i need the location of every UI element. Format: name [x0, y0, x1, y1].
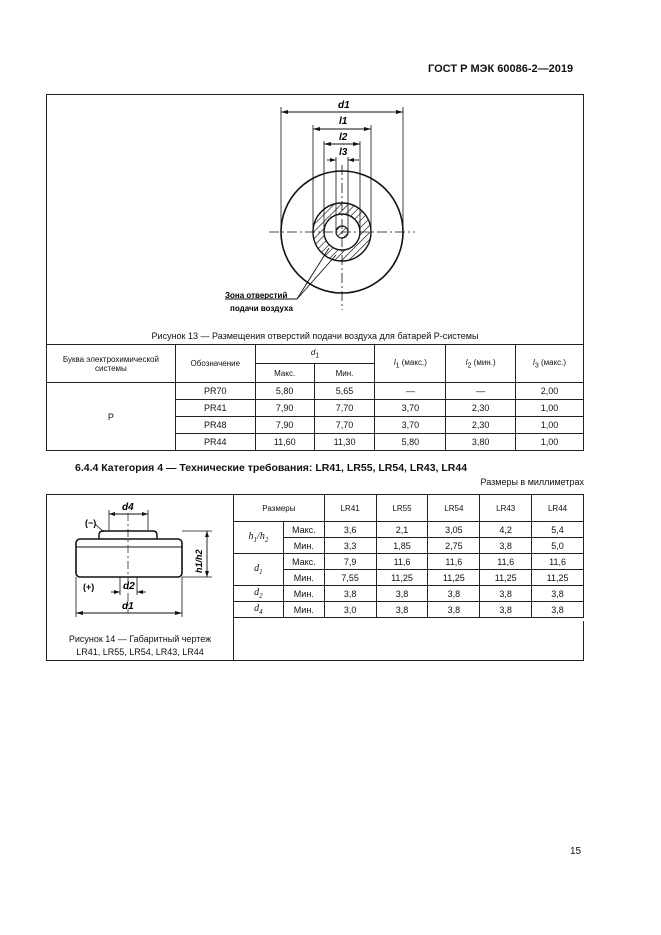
figure-14-drawing — [47, 495, 235, 630]
row-kind: Макс. — [283, 522, 324, 538]
table-cell: 11,25 — [480, 570, 532, 586]
dim-label-d1: d1 — [338, 100, 350, 111]
table-figure-13 — [46, 344, 584, 451]
col-header-min: Мин. — [314, 364, 375, 383]
table-cell: 3,8 — [532, 586, 584, 602]
table-cell: 2,30 — [446, 400, 516, 417]
fig14-label-h: h1/h2 — [194, 549, 204, 573]
callout-line-2: подачи воздуха — [230, 304, 293, 313]
table-cell: 3,80 — [446, 434, 516, 451]
figure-13-drawing — [47, 95, 585, 346]
table-cell: 3,8 — [532, 602, 584, 618]
table-cell: — — [446, 383, 516, 400]
table-cell: 5,65 — [314, 383, 375, 400]
table-cell: 3,70 — [375, 417, 446, 434]
row-kind: Мин. — [283, 538, 324, 554]
table-cell: 3,05 — [428, 522, 480, 538]
table-cell: 5,80 — [375, 434, 446, 451]
col-header-max: Макс. — [255, 364, 314, 383]
table-cell: 11,60 — [255, 434, 314, 451]
table-cell: 3,8 — [428, 586, 480, 602]
table-cell: 3,6 — [324, 522, 376, 538]
col-header-l3: $l_3$ (макс.) — [516, 345, 584, 383]
table-cell: 5,0 — [532, 538, 584, 554]
figure-14 — [46, 494, 234, 661]
table-cell: 11,6 — [480, 554, 532, 570]
table-cell: 5,4 — [532, 522, 584, 538]
col-header-model: LR41 — [324, 495, 376, 522]
table-cell: 7,55 — [324, 570, 376, 586]
table-cell: PR41 — [175, 400, 255, 417]
system-letter: P — [47, 383, 176, 451]
row-kind: Макс. — [283, 554, 324, 570]
table-cell: 2,75 — [428, 538, 480, 554]
table-cell: 3,8 — [428, 602, 480, 618]
dim-label-l3: l3 — [339, 147, 348, 158]
table-cell: 3,0 — [324, 602, 376, 618]
row-symbol-d4: $d_4$ — [234, 602, 284, 618]
figure-13-caption: Рисунок 13 — Размещения отверстий подачи воздуха для батарей Р-системы — [151, 331, 479, 341]
table-cell: 7,9 — [324, 554, 376, 570]
table-cell: 3,70 — [375, 400, 446, 417]
table-cell: 2,30 — [446, 417, 516, 434]
figure-14-caption-line1: Рисунок 14 — Габаритный чертеж — [68, 634, 212, 644]
table-cell: PR44 — [175, 434, 255, 451]
table-cell: 11,25 — [532, 570, 584, 586]
fig14-label-d1: d1 — [122, 601, 134, 612]
row-kind: Мин. — [283, 570, 324, 586]
table-cell: 11,30 — [314, 434, 375, 451]
table-cell: 2,00 — [516, 383, 584, 400]
figure-14-caption-line2: LR41, LR55, LR54, LR43, LR44 — [76, 647, 204, 657]
row-symbol-h: $h_1/h_2$ — [234, 522, 284, 554]
table-cell: 7,90 — [255, 417, 314, 434]
table-cell: 3,8 — [376, 586, 428, 602]
table-cell: 11,25 — [428, 570, 480, 586]
table-cell: — — [375, 383, 446, 400]
table-cell: 4,2 — [480, 522, 532, 538]
callout-line-1: Зона отверстий — [225, 291, 288, 300]
col-header-d1: $d_1$ — [255, 345, 375, 364]
table-cell: 7,90 — [255, 400, 314, 417]
table-cell: 11,6 — [532, 554, 584, 570]
col-header-designation: Обозначение — [175, 345, 255, 383]
figure-13 — [46, 94, 584, 345]
table-figure-14 — [233, 494, 584, 618]
table-cell: 5,80 — [255, 383, 314, 400]
col-header-model: LR44 — [532, 495, 584, 522]
col-header-model: LR43 — [480, 495, 532, 522]
table-cell: 3,8 — [324, 586, 376, 602]
table-cell: PR48 — [175, 417, 255, 434]
table-cell: PR70 — [175, 383, 255, 400]
table-cell: 11,25 — [376, 570, 428, 586]
table-cell: 7,70 — [314, 400, 375, 417]
col-header-model: LR55 — [376, 495, 428, 522]
document-header: ГОСТ Р МЭК 60086-2—2019 — [428, 63, 574, 75]
table-cell: 1,00 — [516, 434, 584, 451]
table-cell: 1,00 — [516, 417, 584, 434]
fig14-label-minus: (−) — [85, 518, 97, 528]
page-number: 15 — [570, 846, 582, 857]
col-header-l1: $l_1$ (макс.) — [375, 345, 446, 383]
table-cell: 11,6 — [376, 554, 428, 570]
units-note: Размеры в миллиметрах — [480, 477, 584, 487]
section-heading: 6.4.4 Категория 4 — Технические требования: LR41, LR55, LR54, LR43, LR44 — [75, 462, 468, 474]
table-cell: 3,8 — [376, 602, 428, 618]
fig14-label-plus: (+) — [83, 582, 95, 592]
col-header-model: LR54 — [428, 495, 480, 522]
table-cell: 11,6 — [428, 554, 480, 570]
table-cell: 1,85 — [376, 538, 428, 554]
row-symbol-d1: $d_1$ — [234, 554, 284, 586]
table-cell: 7,70 — [314, 417, 375, 434]
dim-label-l2: l2 — [339, 132, 348, 143]
figure-14-caption — [47, 633, 233, 659]
table-cell: 3,8 — [480, 586, 532, 602]
col-header-l2: $l_2$ (мин.) — [446, 345, 516, 383]
row-kind: Мин. — [283, 602, 324, 618]
table-cell: 3,3 — [324, 538, 376, 554]
fig14-label-d4: d4 — [122, 502, 134, 513]
dim-label-l1: l1 — [339, 116, 348, 127]
col-header-dimensions: Размеры — [234, 495, 325, 522]
table-cell: 3,8 — [480, 538, 532, 554]
row-symbol-d2: $d_2$ — [234, 586, 284, 602]
table-cell: 1,00 — [516, 400, 584, 417]
table-cell: 3,8 — [480, 602, 532, 618]
fig14-label-d2: d2 — [123, 581, 135, 592]
col-header-system: Буква электрохимической системы — [47, 345, 176, 383]
table-cell: 2,1 — [376, 522, 428, 538]
row-kind: Мин. — [283, 586, 324, 602]
table-empty-area — [233, 621, 584, 661]
